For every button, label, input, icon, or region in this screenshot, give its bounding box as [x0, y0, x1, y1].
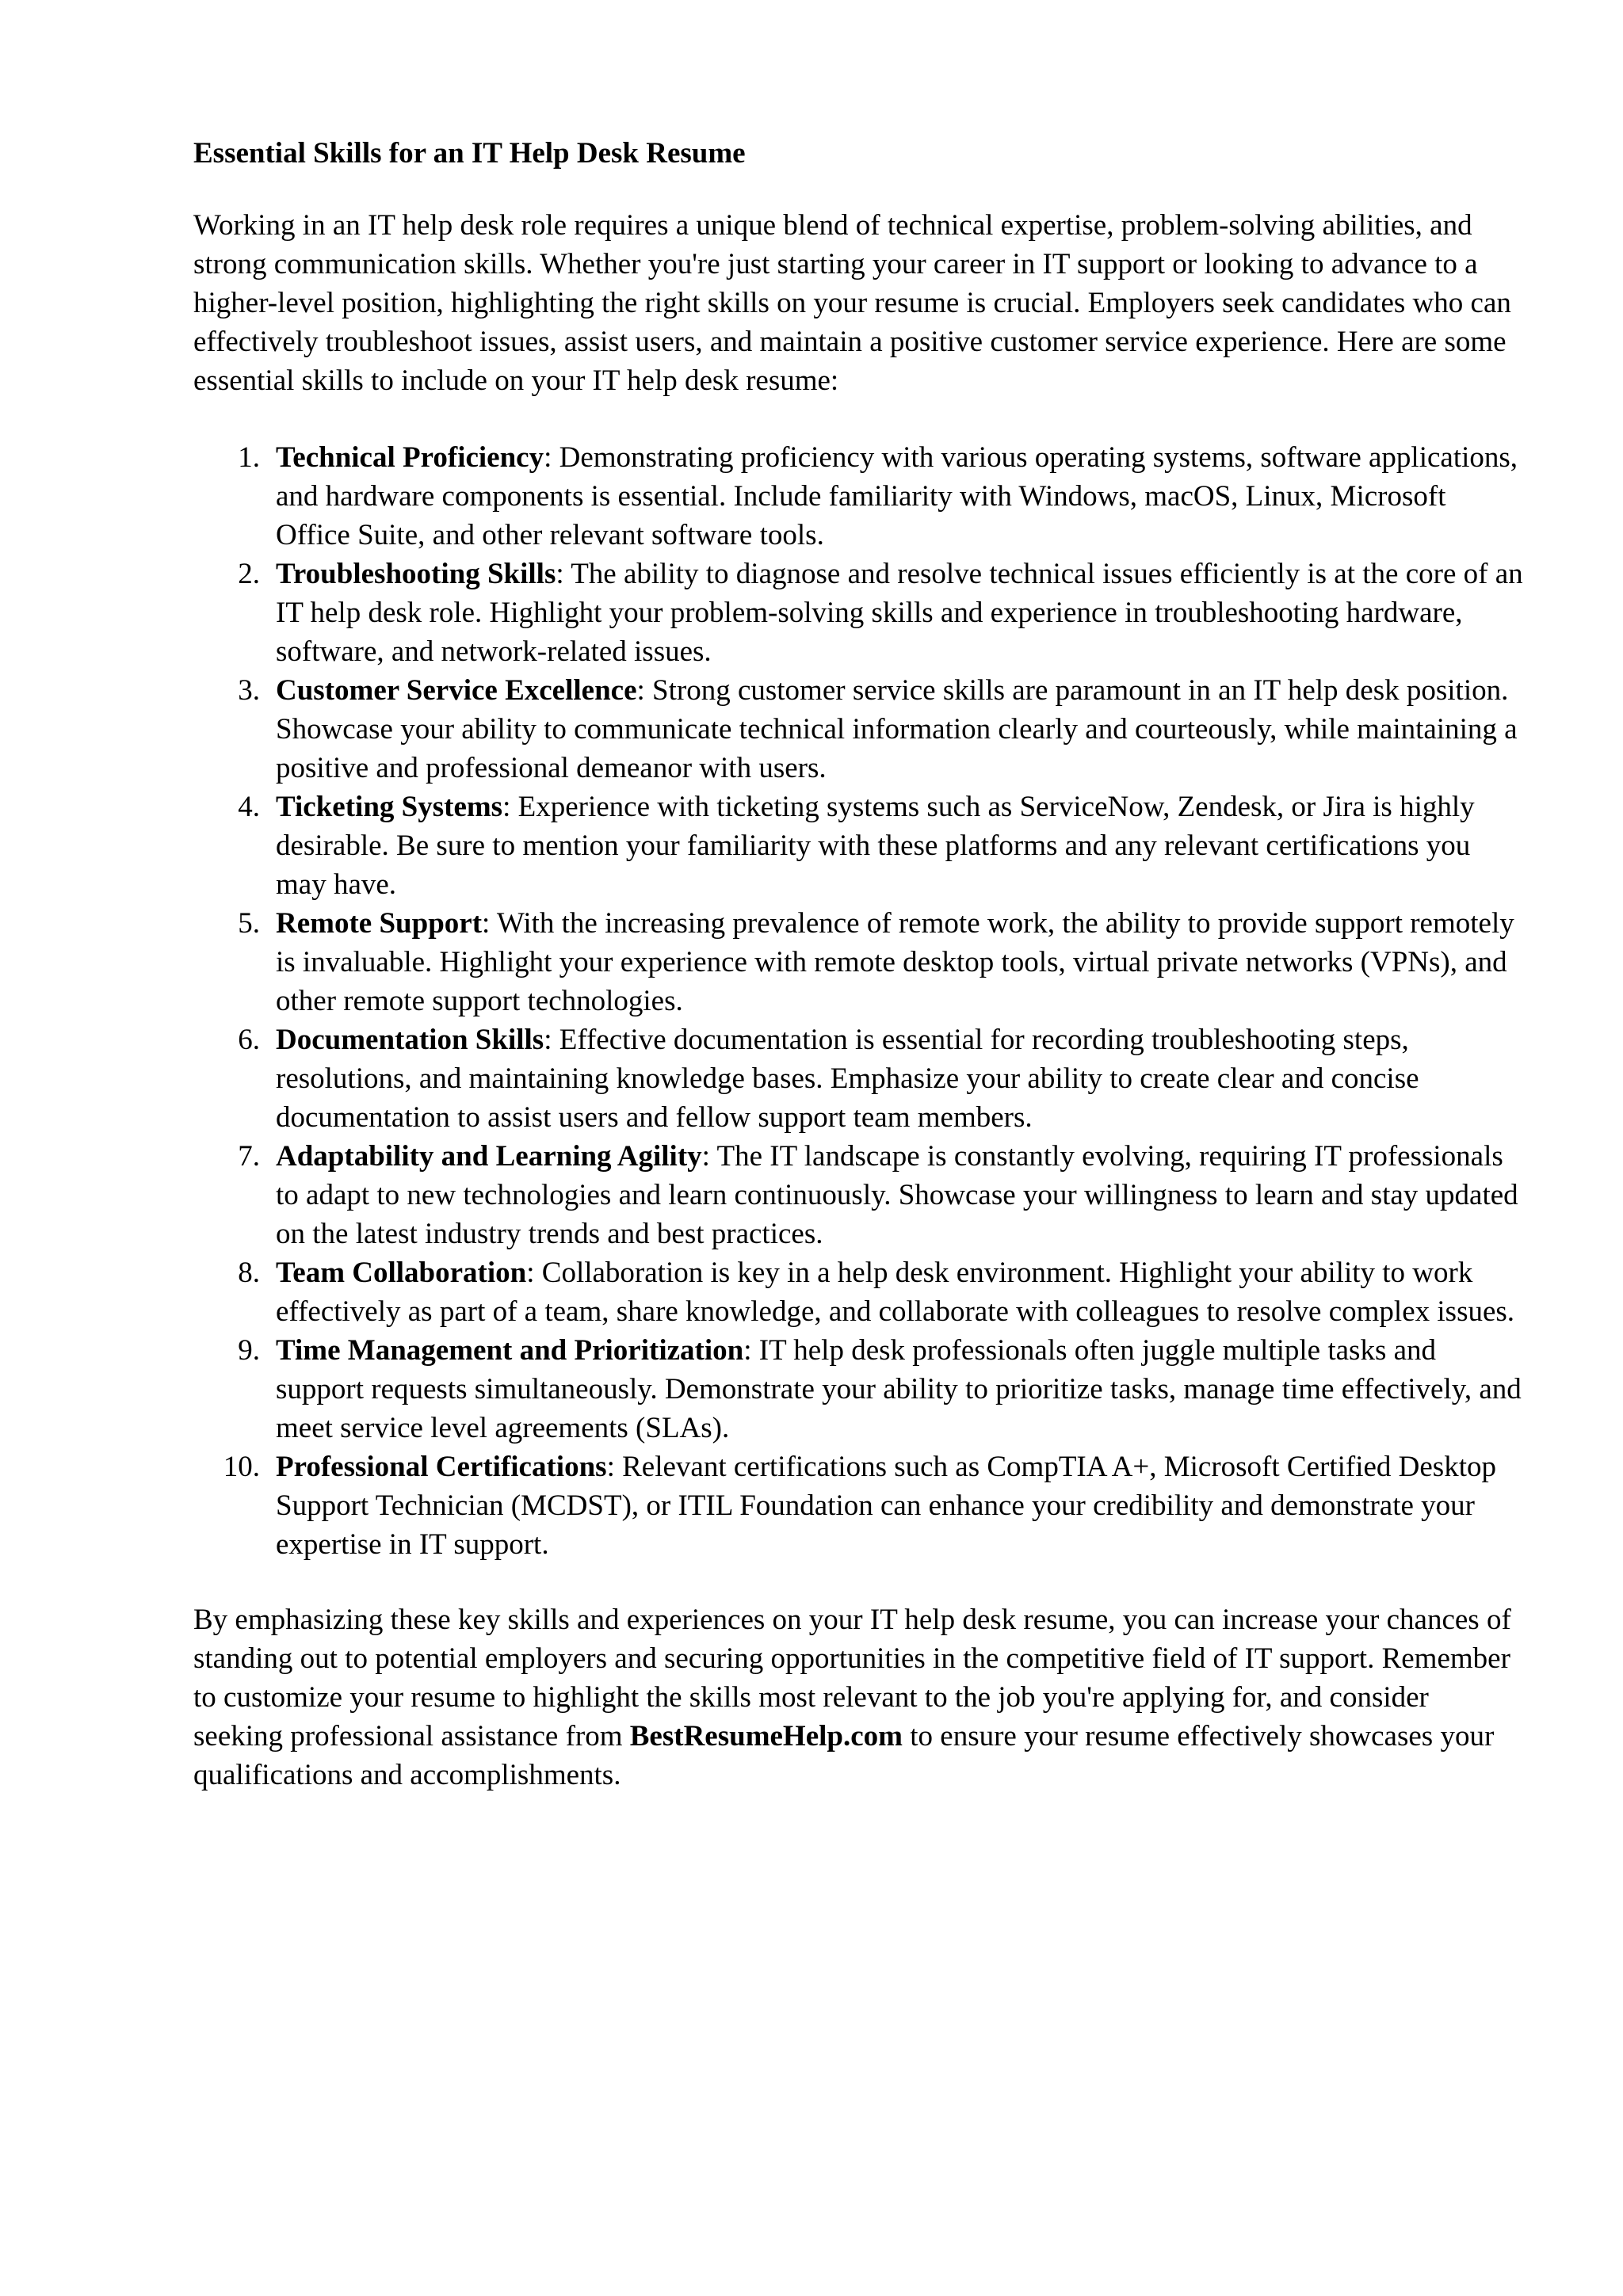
- list-item: [193, 1253, 1525, 1331]
- list-item-number: 2.: [238, 558, 260, 590]
- skill-term: Remote Support: [276, 907, 483, 940]
- list-item-number: 4.: [238, 791, 260, 823]
- skill-term: Ticketing Systems: [276, 791, 503, 823]
- skill-term: Time Management and Prioritization: [276, 1334, 744, 1367]
- skill-term: Technical Proficiency: [276, 441, 544, 474]
- skill-description: : Strong customer service skills are paramount in an IT help desk position. Showcase your ability to communicate technical information clearly and courteously, while maintaining a positive and professional demeanor with users.: [276, 674, 1518, 784]
- list-item-number: 7.: [238, 1140, 260, 1173]
- list-item: [193, 1137, 1525, 1253]
- skill-term: Adaptability and Learning Agility: [276, 1140, 702, 1173]
- list-item-number: 1.: [238, 441, 260, 474]
- skill-description: : With the increasing prevalence of remote work, the ability to provide support remotely is invaluable. Highlight your experience with remote desktop tools, virtual private networks (VPNs), and other remote support technologies.: [276, 907, 1514, 1017]
- conclusion-text-after: to ensure your resume effectively showcases your qualifications and accomplishments.: [193, 1720, 1495, 1791]
- skill-term: Team Collaboration: [276, 1257, 527, 1289]
- list-item: [193, 671, 1525, 788]
- list-item: [193, 1331, 1525, 1447]
- list-item-number: 3.: [238, 674, 260, 707]
- skill-term: Troubleshooting Skills: [276, 558, 556, 590]
- skills-list: [193, 438, 1525, 1564]
- list-item-number: 10.: [223, 1451, 260, 1483]
- list-item: [193, 1020, 1525, 1137]
- intro-paragraph: Working in an IT help desk role requires a unique blend of technical expertise, problem-solving abilities, and strong communication skills. Whether you're just starting your career in IT support or looking to advance to a higher-level position, highlighting the right skills on your resume is crucial. Employers seek candidates who can effectively troubleshoot issues, assist users, and maintain a positive customer service experience. Here are some essential skills to include on your IT help desk resume:: [193, 209, 1511, 397]
- skill-description: : Demonstrating proficiency with various operating systems, software applications, and hardware components is essential. Include familiarity with Windows, macOS, Linux, Microsoft Office Suite, and other relevant software tools.: [276, 441, 1518, 551]
- skill-description: : Collaboration is key in a help desk environment. Highlight your ability to work effectively as part of a team, share knowledge, and collaborate with colleagues to resolve complex issues.: [276, 1257, 1515, 1328]
- skill-description: : Effective documentation is essential for recording troubleshooting steps, resolutions, and maintaining knowledge bases. Emphasize your ability to create clear and concise documentation to assist users and fellow support team members.: [276, 1024, 1419, 1134]
- list-item: [193, 1447, 1525, 1564]
- list-item: [193, 555, 1525, 671]
- conclusion-text-before: By emphasizing these key skills and experiences on your IT help desk resume, you can increase your chances of standing out to potential employers and securing opportunities in the competitive field of IT support. Remember to customize your resume to highlight the skills most relevant to the job you're applying for, and consider seeking professional assistance from: [193, 1604, 1511, 1753]
- conclusion-paragraph: [193, 1600, 1525, 1794]
- list-item-number: 6.: [238, 1024, 260, 1056]
- skill-description: : IT help desk professionals often juggle multiple tasks and support requests simultaneously. Demonstrate your ability to prioritize tasks, manage time effectively, and meet service level agreements (SLAs).: [276, 1334, 1522, 1444]
- list-item: [193, 788, 1525, 904]
- list-item-number: 8.: [238, 1257, 260, 1289]
- list-item: [193, 904, 1525, 1020]
- list-item-number: 5.: [238, 907, 260, 940]
- document-body: [193, 135, 1525, 1794]
- skill-term: Professional Certifications: [276, 1451, 607, 1483]
- document-title: Essential Skills for an IT Help Desk Resume: [193, 137, 746, 170]
- skill-description: : The IT landscape is constantly evolving, requiring IT professionals to adapt to new technologies and learn continuously. Showcase your willingness to learn and stay updated on the latest industry trends and best practices.: [276, 1140, 1518, 1250]
- best-resume-help-link[interactable]: BestResumeHelp.com: [629, 1720, 903, 1753]
- skill-description: : Experience with ticketing systems such as ServiceNow, Zendesk, or Jira is highly desirable. Be sure to mention your familiarity with these platforms and any relevant certifications you may have.: [276, 791, 1475, 901]
- skill-term: Customer Service Excellence: [276, 674, 637, 707]
- list-item: [193, 438, 1525, 555]
- skill-description: : Relevant certifications such as CompTIA A+, Microsoft Certified Desktop Support Technician (MCDST), or ITIL Foundation can enhance your credibility and demonstrate your expertise in IT support.: [276, 1451, 1496, 1561]
- skill-term: Documentation Skills: [276, 1024, 544, 1056]
- skill-description: : The ability to diagnose and resolve technical issues efficiently is at the core of an IT help desk role. Highlight your problem-solving skills and experience in troubleshooting hardware, software, and network-related issues.: [276, 558, 1523, 668]
- list-item-number: 9.: [238, 1334, 260, 1367]
